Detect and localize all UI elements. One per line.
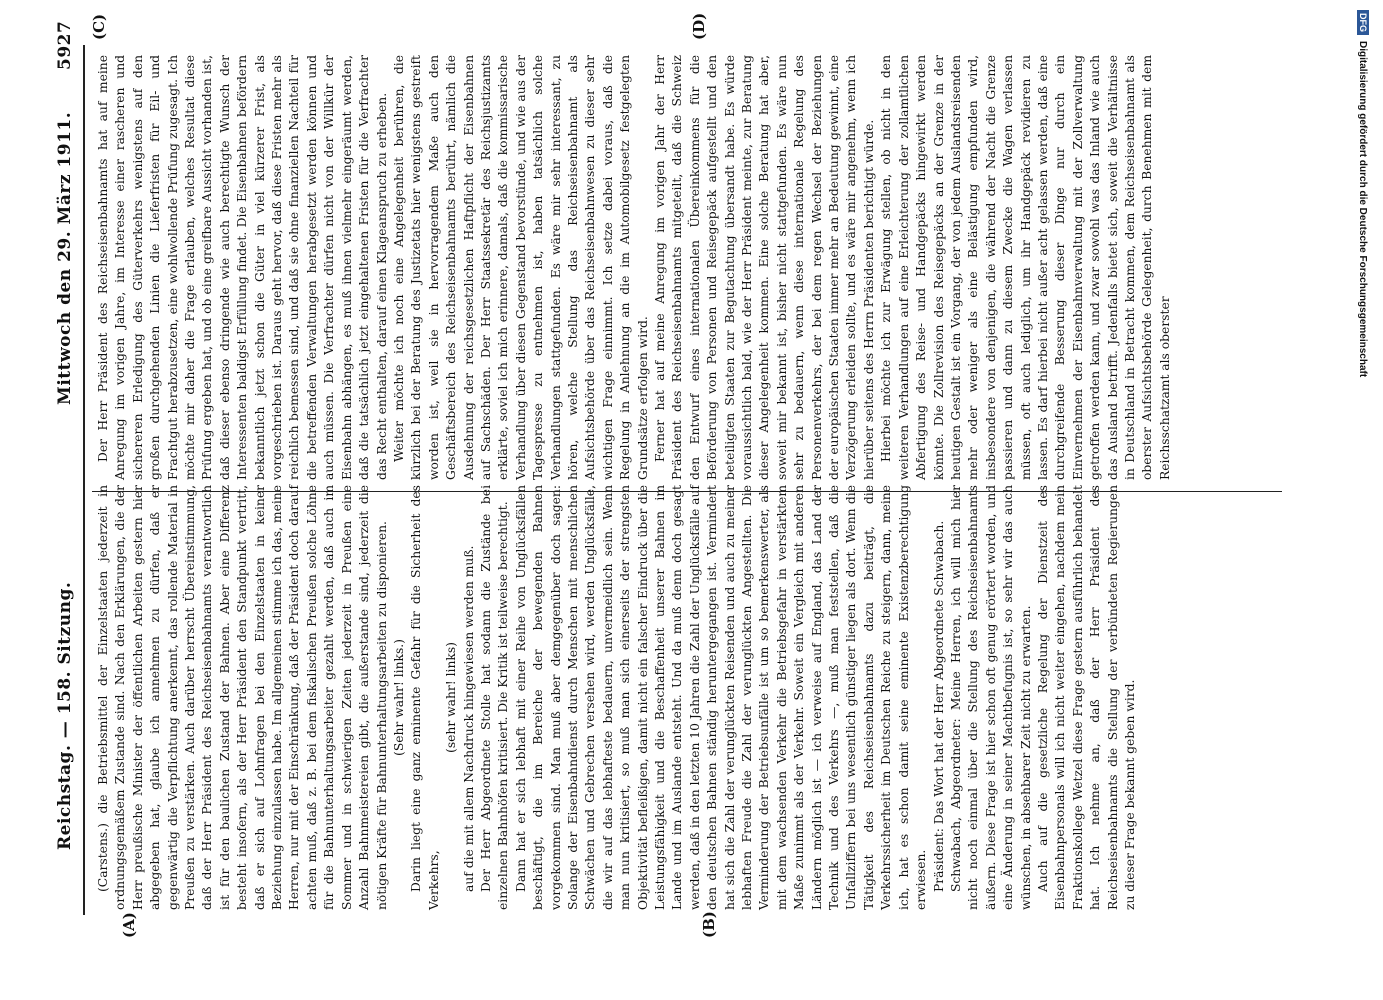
paragraph: Dann hat er sich lebhaft mit einer Reihe von Unglücksfällen beschäftigt, die im Bereiche der bewegenden Bahnen vorgekommen sind. Man muß aber demgegenüber doch sagen: Solange der Eisenbahndienst durch Menschen mit menschlichen Schwächen und Gebrechen versehen wird, werden Unglücksfälle, die wir auf das lebhafteste bedauern, unvermeidlich sein. Wenn man nun kritisiert, so muß man sich einerseits der strengsten Objektivität befleißigen, damit nicht ein falscher Eindruck über die Leistungsfähigkeit und die Beschaffenheit unserer Bahnen im Lande und im Auslande entsteht. Und da muß denn doch gesagt werden, daß in den letzten 10 Jahren die Zahl der Unglücksfälle auf den deutschen Bahnen ständig heruntergegangen ist. Vermindert hat sich die Zahl der verunglückten Reisenden und auch zu meiner lebhaften Freude die Zahl der verunglückten Angestellten. Die Verminderung der Betriebsunfälle ist um so bemerkenswerter, als mit dem wachsenden Verkehr die Betriebsgefahr in verstärktem Maße zunimmt als der Verkehr. Soweit ein Vergleich mit anderen Ländern möglich ist — ich verweise auf England, das Land der Technik und des Verkehrs —, muß man feststellen, daß die Unfallziffern bei uns wesentlich günstiger liegen als dort. Wenn die Tätigkeit des Reichseisenbahnamts dazu beiträgt, die Verkehrssicherheit im Deutschen Reiche zu steigern, dann, meine ich, hat es schon damit seine eminente Existenzberechtigung erwiesen. (513, 485, 929, 910)
paragraph: auf die mit allem Nachdruck hingewiesen werden muß. (461, 545, 476, 892)
margin-mark-d: (D) (690, 12, 708, 40)
margin-mark-b: (B) (700, 911, 718, 938)
paragraph: (Carstens.) die Betriebsmittel der Einzelstaaten jederzeit in ordnungsgemäßem Zustande sind. Nach den Erklärungen, die der Herr preußische Minister der öffentlichen Arbeiten gestern hier abgegeben hat, glaube ich annehmen zu dürfen, daß er gegenwärtig die Verpflichtung anerkennt, das rollende Material in Preußen zu verstärken. Auch darüber herrscht Übereinstimmung, daß der Herr Präsident des Reichseisenbahnamts verantwortlich ist für den baulichen Zustand der Bahnen. Aber eine Differenz besteht insofern, als der Herr Präsident den Standpunkt vertritt, daß er sich auf Lohnfragen bei den Einzelstaaten in keiner Beziehung einzulassen habe. Im allgemeinen stimme ich das, meine Herren, nur mit der Einschränkung, daß der Präsident doch darauf achten muß, daß z. B. bei dem fiskalischen Preußen solche Löhne für die Bahnunterhaltungsarbeiter gezahlt werden, daß auch im Sommer und in schwierigen Zeiten jederzeit in Preußen eine Anzahl Bahnmeistereien gibt, die außerstande sind, jederzeit die nötigen Kräfte für Bahnunterhaltungsarbeiten zu disponieren. (96, 485, 389, 910)
running-header-date: Mittwoch den 29. März 1911. (55, 111, 75, 405)
paragraph: Schwabach, Abgeordneter: Meine Herren, ich will mich hier nicht noch einmal über die Stellung des Reichseisenbahnamts äußern. Diese Frage ist hier schon oft genug erörtert worden, und eine Änderung in seiner Machtbefugnis ist, so sehr wir das auch wünschen, in absehbarer Zeit nicht zu erwarten. (948, 485, 1033, 910)
paragraph: Darin liegt eine ganz eminente Gefahr für die Sicherheit des Verkehrs, (409, 485, 441, 910)
paragraph: Der Herr Abgeordnete Stolle hat sodann die Zustände bei einzelnen Bahnhöfen kritisiert. Die Kritik ist teilweise berechtigt. (478, 485, 511, 910)
text-column-right (95, 55, 1174, 480)
paragraph: Präsident: Das Wort hat der Herr Abgeordnete Schwabach. (931, 520, 946, 892)
page-number: 5927 (55, 20, 75, 70)
digitization-credit-text: Digitalisierung gefördert durch die Deutsche Forschungsgemeinschaft (1357, 41, 1368, 378)
interjection: (Sehr wahr! links.) (391, 639, 406, 756)
margin-mark-a: (A) (120, 912, 138, 938)
paragraph: Auch auf die gesetzliche Regelung der Dienstzeit des Eisenbahnpersonals will ich nicht weiter eingehen, nachdem mein Fraktionskollege Wetzel diese Frage gestern ausführlich behandelt hat. Ich nehme an, daß der Herr Präsident des Reichseisenbahnamts die Stellung der verbündeten Regierungen zu dieser Frage bekannt geben wird. (1035, 485, 1137, 910)
dfg-logo-icon: DFG (1357, 10, 1369, 35)
paragraph: Weiter möchte ich noch eine Angelegenheit berühren, die kürzlich bei der Beratung des Justizetats hier wenigstens gestreift worden ist, weil sie in hervorragendem Maße auch den Geschäftsbereich des Reichseisenbahnamts berührt, nämlich die Ausdehnung der reichsgesetzlichen Haftpflicht der Eisenbahnen auf Sachschäden. Der Herr Staatssekretär des Reichsjustizamts erklärte, soviel ich mich erinnere, damals, daß die kommissarische Verhandlung über diesen Gegenstand bevorstünde, und wie aus der Tagespresse zu entnehmen ist, haben tatsächlich solche Verhandlungen stattgefunden. Es wäre mir sehr interessant, zu hören, welche Stellung das Reichseisenbahnamt als Aufsichtsbehörde über das Reichseisenbahnwesen zu dieser sehr wichtigen Frage einnimmt. Ich setze dabei voraus, daß die Regelung in Anlehnung an die im Automobilgesetz festgelegten Grundsätze erfolgen wird. (391, 55, 650, 480)
margin-mark-c: (C) (90, 13, 108, 40)
paragraph: Ferner hat auf meine Anregung im vorigen Jahr der Herr Präsident des Reichseisenbahnamts mitgeteilt, daß die Schweiz den Entwurf eines internationalen Übereinkommens für die Beförderung von Personen und Reisegepäck aufgestellt und den beteiligten Staaten zur Begutachtung übersandt habe. Es würde voraussichtlich bald, wie der Herr Präsident meinte, zur Beratung dieser Angelegenheit kommen. Eine solche Beratung hat aber, soweit mir bekannt ist, bisher nicht stattgefunden. Es wäre nun sehr zu bedauern, wenn diese internationale Regelung des Personenverkehrs, der bei dem regen Wechsel der Beziehungen der europäischen Staaten immer mehr an Bedeutung gewinnt, eine Verzögerung erleiden sollte, und es wäre mir angenehm, wenn ich hierüber seitens des Herrn Präsidenten berichtigt würde. (653, 55, 876, 480)
interjection: (sehr wahr! links) (444, 642, 459, 753)
header-rule (83, 45, 85, 915)
column-divider (92, 491, 1282, 492)
text-column-left (95, 485, 1139, 910)
paragraph: Der Herr Präsident des Reichseisenbahnamts hat auf meine Anregung im vorigen Jahre, im Interesse einer rascheren und sichereren Erledigung des Güterverkehrs wenigstens auf den großen durchgehenden Linien die Lieferfristen für Eil- und Frachtgut herabzusetzen, eine wohlwollende Prüfung zugesagt. Ich möchte mir daher die Frage erlauben, welches Resultat diese Prüfung ergeben hat, und ob eine greifbare Aussicht vorhanden ist, daß dieser ebenso dringende wie auch berechtigte Wunsch der Interessenten baldigst Erfüllung findet. Die Eisenbahnen befördern bekanntlich jetzt schon die Güter in viel kürzerer Frist, als vorgeschrieben ist. Daraus geht hervor, daß diese Fristen mehr als reichlich bemessen sind, und daß sie ohne finanziellen Nachteil für die betreffenden Verwaltungen herabgesetzt werden können und auch müssen. Die Verfrachter dürfen nicht von der Willkür der Eisenbahn abhängen, es muß ihnen vielmehr eingeräumt werden, daß die tatsächlich jetzt eingehaltenen Fristen für die Verfrachter das Recht enthalten, darauf einen Klageanspruch zu erheben. (96, 55, 389, 480)
paragraph: Hierbei möchte ich zur Erwägung stellen, ob nicht in den weiteren Verhandlungen auf eine Erleichterung der zollamtlichen Abfertigung des Reise- und Handgepäcks hingewirkt werden könnte. Die Zollrevision des Reisegepäcks an der Grenze in der heutigen Gestalt ist ein Vorgang, der von jedem Auslandsreisenden mehr oder weniger als eine Belästigung empfunden wird, insbesondere von denjenigen, die während der Nacht die Grenze passieren und dann zu diesem Zwecke die Wagen verlassen müssen, oft auch lediglich, um ihr Handgepäck revidieren zu lassen. Es darf hierbei nicht außer acht gelassen werden, daß eine durchgreifende Besserung dieser Dinge nur durch ein Einvernehmen der Eisenbahnverwaltung mit der Zollverwaltung getroffen werden kann, und zwar sowohl was das Inland wie auch das Ausland betrifft. Jedenfalls bietet sich, soweit die Verhältnisse in Deutschland in Betracht kommen, dem Reichseisenbahnamt als oberster Aufsichtsbehörde Gelegenheit, durch Benehmen mit dem Reichsschatzamt als oberster (879, 55, 1172, 480)
running-header-left: Reichstag. — 158. Sitzung. (55, 581, 75, 850)
